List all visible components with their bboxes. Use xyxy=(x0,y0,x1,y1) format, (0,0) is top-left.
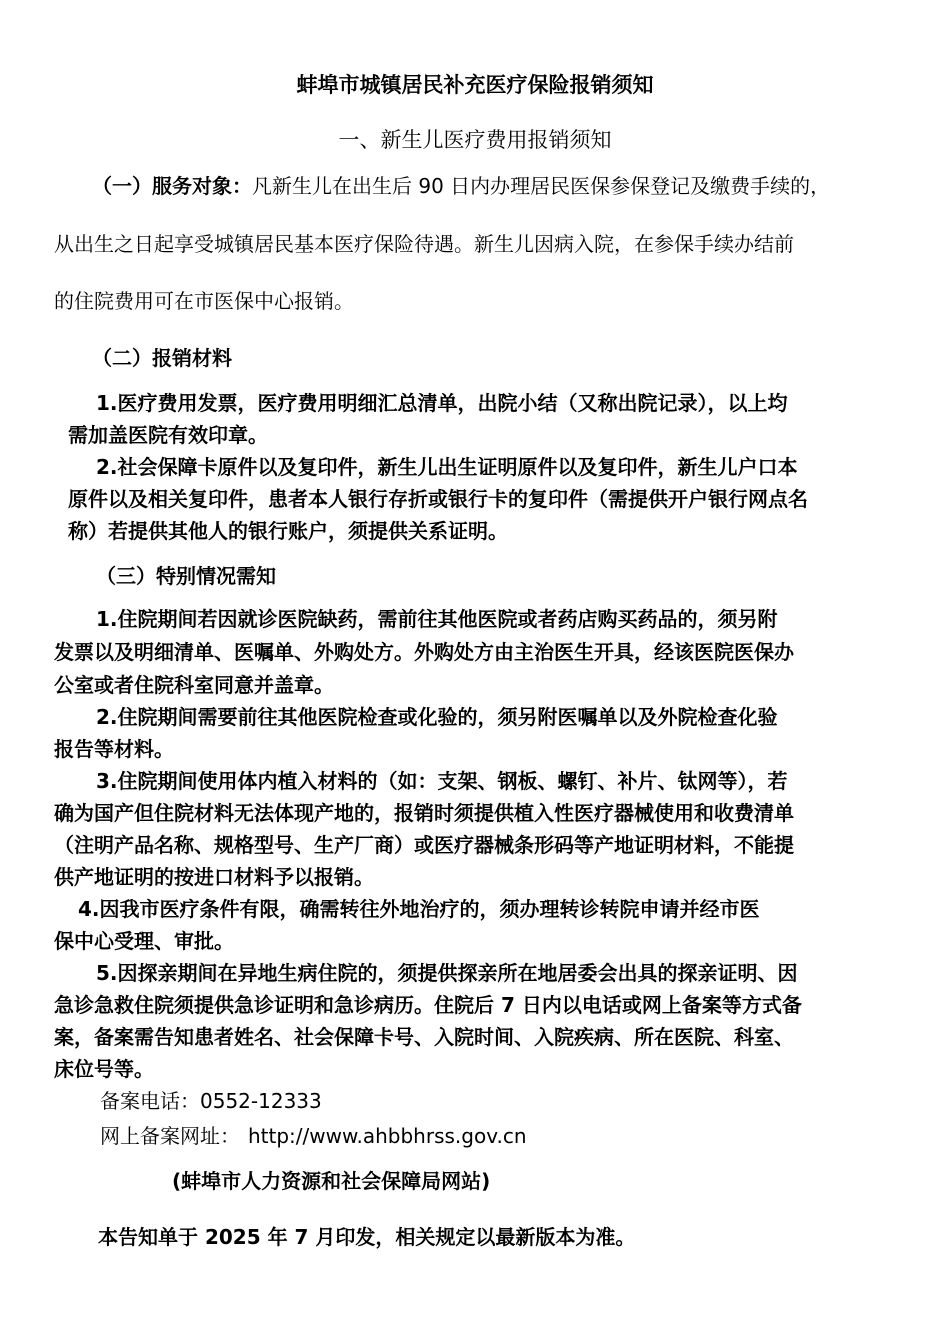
contact-phone-line xyxy=(100,1087,322,1115)
section3-item1-line3: 公室或者住院科室同意并盖章。 xyxy=(54,673,334,697)
footer-note: 本告知单于 2025 年 7 月印发，相关规定以最新版本为准。 xyxy=(98,1225,636,1249)
phone-label: 备案电话： xyxy=(100,1089,200,1113)
web-note: (蚌埠市人力资源和社会保障局网站) xyxy=(172,1169,491,1193)
section1-text-line2: 从出生之日起享受城镇居民基本医疗保险待遇。新生儿因病入院，在参保手续办结前 xyxy=(54,232,794,256)
section2-item2-line1: 2.社会保障卡原件以及复印件，新生儿出生证明原件以及复印件，新生儿户口本 xyxy=(96,455,798,479)
web-address: http://www.ahbbhrss.gov.cn xyxy=(248,1124,527,1148)
section3-item3-line2: 确为国产但住院材料无法体现产地的，报销时须提供植入性医疗器械使用和收费清单 xyxy=(54,801,794,825)
section3-item5-line1: 5.因探亲期间在异地生病住院的，须提供探亲所在地居委会出具的探亲证明、因 xyxy=(96,961,798,985)
section3-item5-line4: 床位号等。 xyxy=(54,1057,154,1081)
section3-item2-line2: 报告等材料。 xyxy=(54,737,174,761)
section3-item5-line3: 案，备案需告知患者姓名、社会保障卡号、入院时间、入院疾病、所在医院、科室、 xyxy=(54,1025,794,1049)
section3-item4-line1: 4.因我市医疗条件有限，确需转往外地治疗的，须办理转诊转院申请并经市医 xyxy=(78,897,760,921)
section3-item1-line2: 发票以及明细清单、医嘱单、外购处方。外购处方由主治医生开具，经该医院医保办 xyxy=(54,640,794,664)
doc-title: 蚌埠市城镇居民补充医疗保险报销须知 xyxy=(296,73,654,97)
section3-heading: （三）特别情况需知 xyxy=(96,564,276,588)
doc-subtitle: 一、新生儿医疗费用报销须知 xyxy=(338,128,612,152)
section3-item5-line2: 急诊急救住院须提供急诊证明和急诊病历。住院后 7 日内以电话或网上备案等方式备 xyxy=(54,993,802,1017)
contact-web-line xyxy=(100,1122,527,1150)
section2-item1-line2: 需加盖医院有效印章。 xyxy=(68,423,268,447)
section3-item2-line1: 2.住院期间需要前往其他医院检查或化验的，须另附医嘱单以及外院检查化验 xyxy=(96,705,778,729)
section1-text-line1: 凡新生儿在出生后 90 日内办理居民医保参保登记及缴费手续的， xyxy=(252,174,831,198)
section2-item1-line1: 1.医疗费用发票，医疗费用明细汇总清单，出院小结（又称出院记录），以上均 xyxy=(96,391,788,415)
section2-item2-line2: 原件以及相关复印件，患者本人银行存折或银行卡的复印件（需提供开户银行网点名 xyxy=(68,487,808,511)
section2-item2-line3: 称）若提供其他人的银行账户，须提供关系证明。 xyxy=(68,519,508,543)
section2-heading: （二）报销材料 xyxy=(92,346,232,370)
section3-item3-line1: 3.住院期间使用体内植入材料的（如：支架、钢板、螺钉、补片、钛网等），若 xyxy=(96,769,788,793)
section3-item1-line1: 1.住院期间若因就诊医院缺药，需前往其他医院或者药店购买药品的，须另附 xyxy=(96,607,778,631)
section1-text-line3: 的住院费用可在市医保中心报销。 xyxy=(54,289,354,313)
section3-item4-line2: 保中心受理、审批。 xyxy=(54,929,234,953)
section3-item3-line4: 供产地证明的按进口材料予以报销。 xyxy=(54,865,374,889)
section3-item3-line3: （注明产品名称、规格型号、生产厂商）或医疗器械条形码等产地证明材料，不能提 xyxy=(54,833,794,857)
section1-label: （一）服务对象： xyxy=(92,174,252,198)
section1-first-line xyxy=(92,172,830,200)
web-label: 网上备案网址： xyxy=(100,1124,240,1148)
phone-number: 0552-12333 xyxy=(200,1089,322,1113)
